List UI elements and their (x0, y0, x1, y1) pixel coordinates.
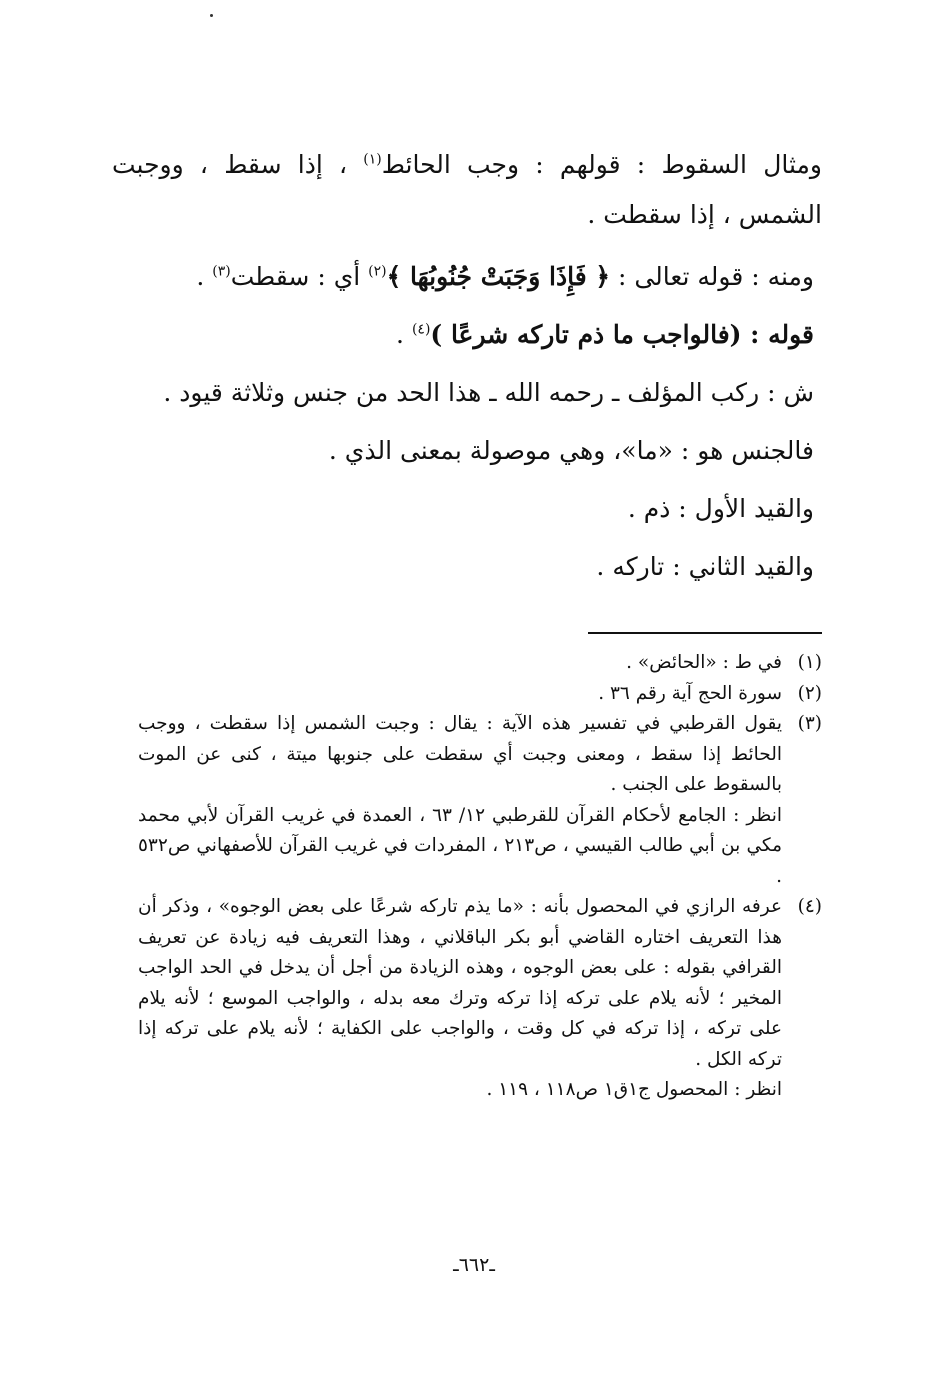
footnote-number: (٢) (797, 682, 822, 704)
paragraph-commentary: ش : ركب المؤلف ـ رحمه الله ـ هذا الحد من جنس وثلاثة قيود . (163, 378, 814, 407)
footnote-1 (138, 648, 822, 679)
footnote-body: يقول القرطبي في تفسير هذه الآية : يقال : وجبت الشمس إذا سقطت ، ووجب الحائط إذا سقط ، ومعنى وجبت أي سقطت على جنوبها ميتة ، كنى عن الموت بالسقوط على الجنب . انظر : الجامع لأحكام القرآن للقرطبي ١٢/ ٦٣ ، العمدة في غريب القرآن لأبي محمد مكي بن أبي طالب القيسي ، ص٢١٣ ، المفردات في غريب القرآن للأصفهاني ص٥٣٢ . (138, 713, 782, 887)
page-number: ـ٦٦٢ـ (453, 1254, 495, 1276)
footnote-ref-2[interactable]: (٢) (368, 263, 387, 280)
definition-quote: قوله : (فالواجب ما ذم تاركه شرعًا ) (430, 320, 814, 349)
quran-verse: ﴿ فَإِذَا وَجَبَتْ جُنُوبُهَا ﴾ (386, 262, 611, 291)
footnote-number: (٣) (797, 713, 822, 734)
footnote-3 (138, 709, 822, 892)
footnote-body: في ط : «الحائض» . (626, 652, 782, 673)
footnote-body: سورة الحج آية رقم ٣٦ . (598, 682, 782, 704)
footnote-separator (588, 632, 822, 634)
footnote-ref-3[interactable]: (٣) (212, 263, 231, 280)
print-speck (210, 14, 213, 17)
footnote-4 (138, 892, 822, 1106)
footnotes (138, 648, 822, 1106)
footnote-number: (١) (797, 652, 822, 673)
paragraph-verse: ومنه : قوله تعالى : ﴿ فَإِذَا وَجَبَتْ جُنُوبُهَا ﴾$^{(٢)}$ أي : سقطت$^{(٣)}$ . (196, 262, 814, 291)
footnote-ref-4[interactable]: (٤) (411, 321, 431, 338)
footnote-number: (٤) (797, 896, 822, 917)
footnote-body: عرفه الرازي في المحصول بأنه : «ما يذم تاركه شرعًا على بعض الوجوه» ، وذكر أن هذا التعريف اختاره القاضي أبو بكر الباقلاني ، وهذا التعريف فيه زيادة عن تعريف القرافي بقوله : على بعض الوجوه ، وهذه الزيادة من أجل أن يدخل في الحد الواجب المخير ؛ لأنه يلام على تركه إذا تركه وترك معه بدله ، والواجب الموسع ؛ لأنه يلام على تركه ، إذا تركه في كل وقت ، والواجب على الكفاية ؛ لأنه يلام على تركه إذا تركه الكل . انظر : المحصول ج١ق١ ص١١٨ ، ١١٩ . (138, 896, 782, 1100)
paragraph-sukut-example: ومثال السقوط : قولهم : وجب الحائط$^{(١)}$ ، إذا سقط ، ووجبت الشمس ، إذا سقطت . (112, 150, 822, 229)
main-text (112, 140, 822, 596)
paragraph-first-constraint: والقيد الأول : ذم . (627, 494, 814, 523)
footnote-2 (138, 679, 822, 710)
footnote-ref-1[interactable]: (١) (363, 151, 382, 168)
paragraph-definition-quote: قوله : (فالواجب ما ذم تاركه شرعًا )$^{(٤)}$ . (396, 320, 814, 349)
paragraph-genus: فالجنس هو : «ما»، وهي موصولة بمعنى الذي . (328, 436, 814, 465)
paragraph-second-constraint: والقيد الثاني : تاركه . (596, 552, 814, 581)
